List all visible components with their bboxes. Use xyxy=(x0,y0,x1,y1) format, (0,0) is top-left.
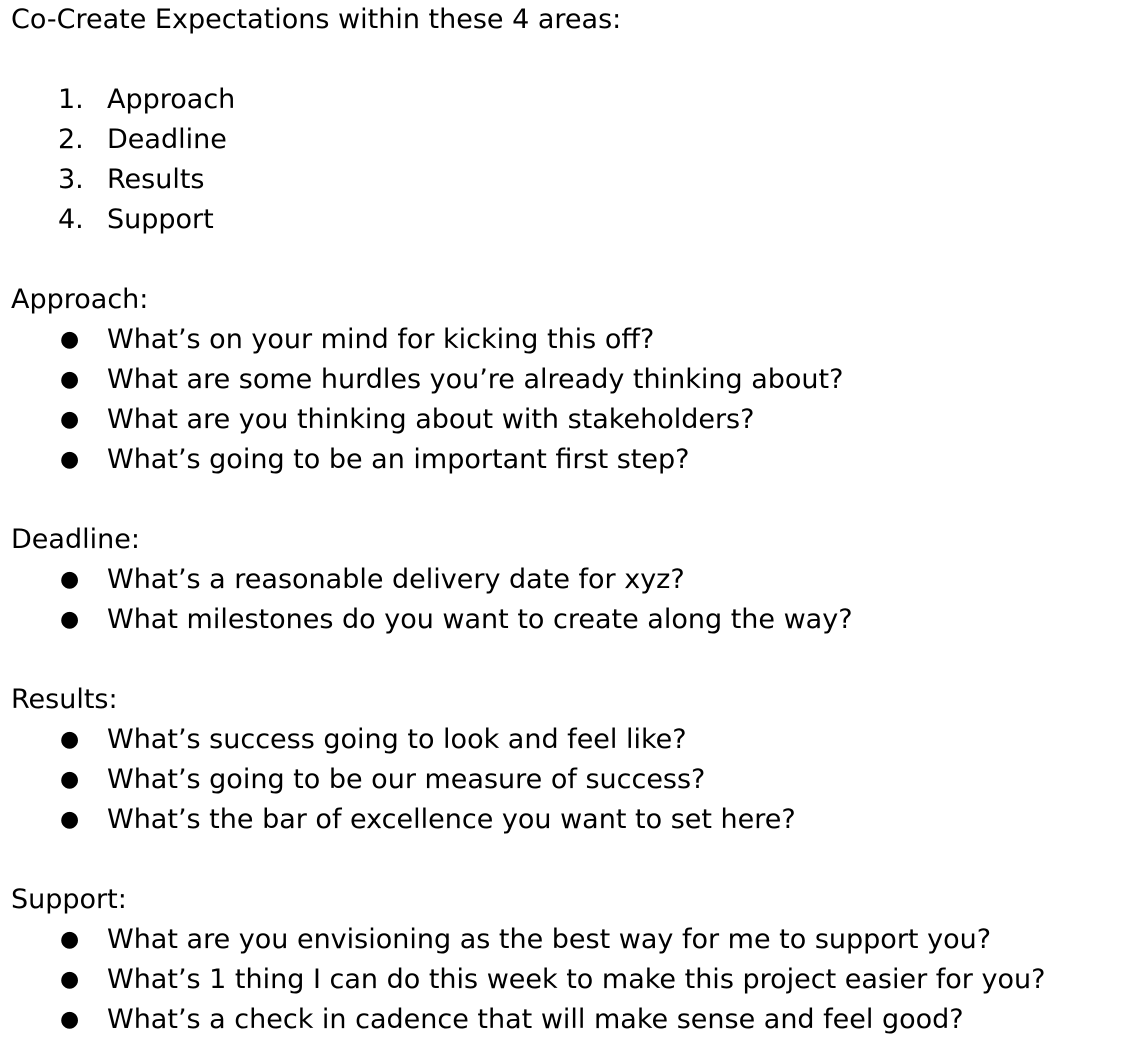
spacer xyxy=(11,240,1126,280)
section-deadline xyxy=(11,520,1126,640)
question-text: What’s a check in cadence that will make sense and feel good? xyxy=(107,1004,964,1035)
list-number: 1. xyxy=(58,84,84,115)
bullet-icon: ● xyxy=(60,967,80,992)
section-heading: Support: xyxy=(11,884,127,915)
list-item xyxy=(11,760,1126,800)
list-item xyxy=(11,1000,1126,1040)
spacer xyxy=(11,840,1126,880)
section-results xyxy=(11,680,1126,840)
list-item-label: Approach xyxy=(107,84,236,115)
bullet-icon: ● xyxy=(60,727,80,752)
section-approach xyxy=(11,280,1126,480)
bullet-icon: ● xyxy=(60,807,80,832)
question-text: What’s 1 thing I can do this week to make this project easier for you? xyxy=(107,964,1046,995)
list-item xyxy=(11,800,1126,840)
list-item xyxy=(11,720,1126,760)
bullet-icon: ● xyxy=(60,327,80,352)
section-heading: Approach: xyxy=(11,284,149,315)
list-item-label: Support xyxy=(107,204,214,235)
bullet-icon: ● xyxy=(60,927,80,952)
list-item xyxy=(11,600,1126,640)
section-heading: Results: xyxy=(11,684,118,715)
bullet-icon: ● xyxy=(60,367,80,392)
list-number: 3. xyxy=(58,164,84,195)
list-item xyxy=(11,920,1126,960)
bullet-icon: ● xyxy=(60,607,80,632)
list-item xyxy=(11,400,1126,440)
question-text: What are some hurdles you’re already thinking about? xyxy=(107,364,844,395)
question-text: What’s going to be our measure of success? xyxy=(107,764,706,795)
list-item xyxy=(11,200,1126,240)
bullet-icon: ● xyxy=(60,767,80,792)
list-item xyxy=(11,360,1126,400)
spacer xyxy=(11,640,1126,680)
spacer xyxy=(11,40,1126,80)
list-item-label: Results xyxy=(107,164,205,195)
list-item xyxy=(11,80,1126,120)
list-item xyxy=(11,960,1126,1000)
question-text: What’s going to be an important first step? xyxy=(107,444,690,475)
list-item xyxy=(11,320,1126,360)
spacer xyxy=(11,480,1126,520)
question-text: What are you thinking about with stakeholders? xyxy=(107,404,755,435)
list-item xyxy=(11,160,1126,200)
intro-text: Co-Create Expectations within these 4 areas: xyxy=(11,4,622,35)
question-text: What milestones do you want to create along the way? xyxy=(107,604,853,635)
list-number: 2. xyxy=(58,124,84,155)
question-text: What’s a reasonable delivery date for xyz? xyxy=(107,564,685,595)
list-item xyxy=(11,120,1126,160)
bullet-icon: ● xyxy=(60,567,80,592)
list-item xyxy=(11,440,1126,480)
section-support xyxy=(11,880,1126,1040)
areas-numbered-list xyxy=(11,80,1126,240)
section-heading: Deadline: xyxy=(11,524,140,555)
question-text: What’s success going to look and feel like? xyxy=(107,724,687,755)
question-text: What’s on your mind for kicking this off? xyxy=(107,324,655,355)
bullet-icon: ● xyxy=(60,1007,80,1032)
list-item xyxy=(11,560,1126,600)
bullet-icon: ● xyxy=(60,407,80,432)
list-item-label: Deadline xyxy=(107,124,227,155)
bullet-icon: ● xyxy=(60,447,80,472)
question-text: What’s the bar of excellence you want to set here? xyxy=(107,804,796,835)
list-number: 4. xyxy=(58,204,84,235)
question-text: What are you envisioning as the best way for me to support you? xyxy=(107,924,992,955)
